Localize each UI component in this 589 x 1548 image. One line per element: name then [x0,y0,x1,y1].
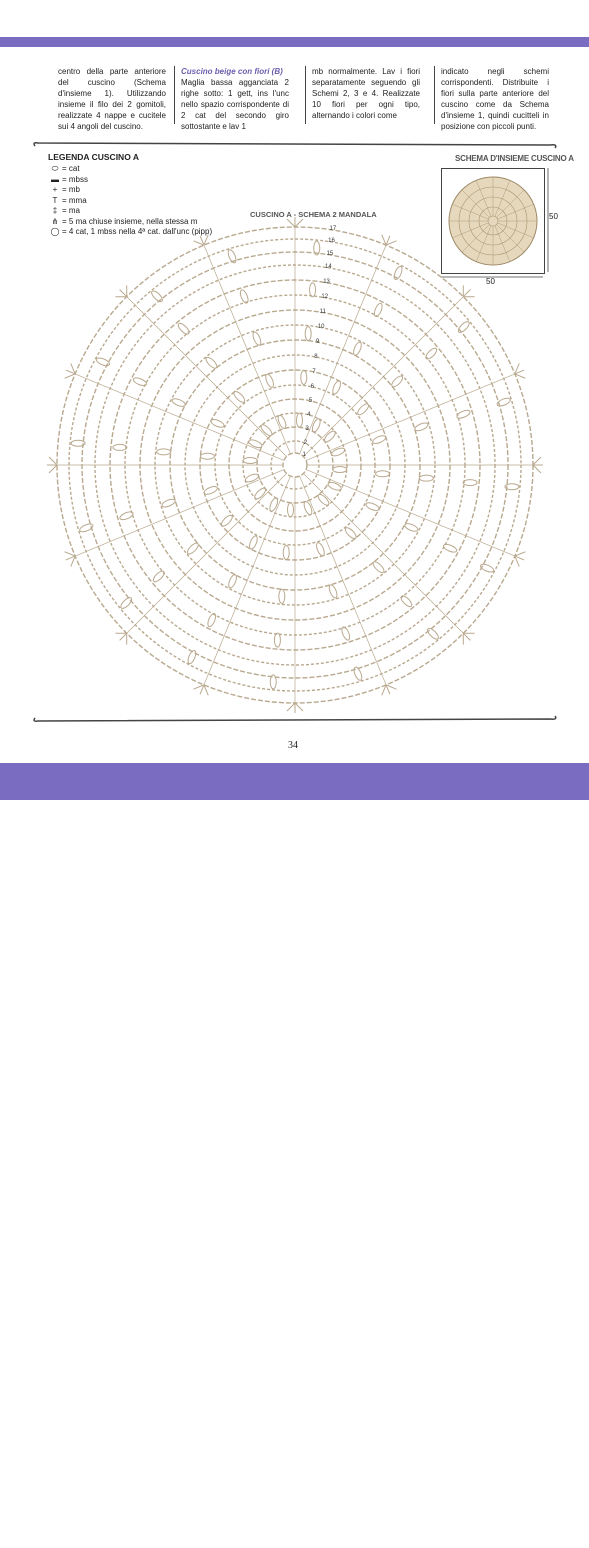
picot-fan [287,217,303,227]
plus-icon: + [52,185,58,195]
cluster-stitch [251,331,262,346]
cluster-stitch [277,414,288,429]
chart-title: CUSCINO A - SCHEMA 2 MANDALA [250,210,377,219]
cluster-stitch [210,418,225,429]
decorative-rule-top [30,140,560,150]
schema-title: SCHEMA D'INSIEME CUSCINO A [455,154,574,163]
round-number: 15 [326,251,334,257]
cluster-stitch [310,283,316,297]
picot-fan [533,457,543,473]
cluster-stitch [259,423,273,437]
round-number: 12 [321,294,329,300]
stitch-spoke [303,297,463,457]
cluster-stitch [288,503,294,517]
cluster-stitch [373,302,384,317]
text-column-1 [58,66,166,132]
column-2-heading: Cuscino beige con fiori (B) [181,67,283,76]
cluster-stitch [248,438,263,449]
picot-fan [47,457,57,473]
legend-item: T = mma [48,196,218,207]
column-divider [434,66,435,124]
cluster-stitch [243,458,257,464]
cluster-stitch [419,475,433,481]
picot-icon: ◯ [50,227,60,236]
cluster-stitch [79,522,94,533]
round-number: 11 [319,309,326,315]
legend-item: + = mb [48,185,218,196]
cluster-stitch [119,510,134,521]
width-dimension: 50 [486,277,495,286]
text-column-4 [441,66,549,132]
cluster-stitch [333,466,347,472]
cluster-stitch [227,249,238,264]
cluster-stitch [323,429,337,443]
cluster-stitch [220,514,234,528]
stitch-spoke [127,297,287,457]
round-number: 3 [305,426,309,432]
legend-item: ‡ = ma [48,206,218,217]
cluster-stitch [331,380,342,395]
cluster-stitch [157,449,171,455]
cluster-stitch [232,390,246,404]
cluster-stitch [171,397,186,408]
stitch-spoke [303,473,463,633]
stitch-spoke [204,476,290,685]
legend-item: ⬭ = cat [48,164,218,175]
cluster-stitch [150,289,164,303]
cluster-stitch [316,493,330,507]
page-number: 34 [288,740,298,751]
cluster-stitch [177,322,191,336]
cluster-stitch [496,397,511,408]
decorative-rule-bottom [30,714,560,724]
cluster-stitch [268,497,279,512]
round-number: 6 [310,384,314,390]
legend-title: LEGENDA CUSCINO A [48,152,139,162]
column-1-text: centro della parte anteriore del cuscino (Schema d'insieme 1). Utilizzando insieme il filo dei 2 gomitoli, realizzate 4 nappe e cucitele sui 4 angoli del cuscino. [58,67,166,131]
forum-watermark: PassionForum.ru [512,1538,581,1548]
column-divider [174,66,175,124]
column-4-text: indicato negli schemi corrispondenti. Distribuite i fiori sulla parte anteriore del cuscino come da Schema d'insieme 1, quindi cucitteli in posizione con piccoli punti. [441,67,549,131]
cluster-stitch [119,596,133,610]
round-number: 8 [314,354,318,360]
cluster-stitch [315,542,326,557]
cluster-stitch [301,370,307,384]
cluster-stitch [356,402,370,416]
picot-fan [512,363,527,382]
column-3-text: mb normalmente. Lav i fiori separatamente seguendo gli Schemi 2, 3 e 4. Realizzate 10 fiori per ogni tipo, alternando i colori come [312,67,420,120]
round-number: 2 [303,440,308,446]
cluster-stitch [264,373,275,388]
cluster-stitch [270,675,276,689]
dot-icon: ▬ [51,174,59,184]
cluster-stitch [296,413,302,427]
picot-fan [287,703,303,713]
cluster-stitch [186,541,200,555]
cluster-stitch [352,341,363,356]
cluster-stitch [344,526,358,540]
top-margin [0,0,589,30]
cluster-stitch [424,347,438,361]
round-number: 1 [302,452,306,458]
cluster-stitch [479,563,494,574]
cluster-stitch [253,486,267,500]
cluster-stitch [404,522,419,533]
oval-icon: ⬭ [51,164,59,174]
header-band [0,37,589,47]
stitch-spoke [127,473,287,633]
cluster-stitch [152,569,166,583]
legend-item: ⋔ = 5 ma chiuse insieme, nella stessa m [48,217,218,228]
column-divider [305,66,306,124]
cluster-stitch [365,501,380,512]
cluster-stitch [340,626,351,641]
cluster-stitch [274,633,280,647]
mandala-diagram [40,215,550,715]
round-number: 5 [308,398,313,404]
stitch-ma-icon: ‡ [52,206,58,216]
cluster-stitch [457,320,471,334]
round-number: 4 [307,412,311,418]
cluster-icon: ⋔ [51,216,59,226]
round-number: 13 [323,279,330,285]
legend-item: ▬ = mbss [48,175,218,186]
t-icon: T [52,195,58,205]
cluster-stitch [113,444,127,450]
cluster-stitch [330,447,345,458]
cluster-stitch [442,543,457,554]
cluster-stitch [393,265,404,280]
footer-band [0,763,589,1548]
cluster-stitch [206,612,217,627]
round-number: 14 [325,264,332,270]
cluster-stitch [327,481,342,492]
stitch-spoke [306,470,515,556]
cluster-stitch [244,473,259,484]
cluster-stitch [161,498,176,509]
round-number: 7 [312,369,316,375]
cluster-stitch [328,584,339,599]
cluster-stitch [239,289,250,304]
cluster-stitch [390,374,404,388]
cluster-stitch [248,535,259,550]
text-column-3 [312,66,420,121]
round-number: 10 [317,324,325,330]
cluster-stitch [303,500,314,515]
cluster-stitch [399,594,413,608]
cluster-stitch [283,546,289,560]
cluster-stitch [352,666,363,681]
cluster-stitch [227,574,238,589]
cluster-stitch [376,471,390,477]
picot-fan [379,233,398,248]
cluster-stitch [204,356,218,370]
text-column-2 [181,66,289,132]
cluster-stitch [95,356,110,367]
round-number: 17 [329,226,337,232]
cluster-stitch [279,589,285,603]
round-number: 9 [316,339,320,345]
cluster-stitch [186,649,197,664]
cluster-stitch [132,376,147,387]
cluster-stitch [311,418,322,433]
cluster-stitch [200,453,214,459]
cluster-stitch [414,421,429,432]
cluster-stitch [456,409,471,420]
cluster-stitch [305,327,311,341]
height-dimension: 50 [549,212,558,221]
cluster-stitch [203,485,218,496]
legend-item: ◯ = 4 cat, 1 mbss nella 4ª cat. dall'unc (pipp) [48,227,218,237]
cluster-stitch [372,434,387,445]
picot-fan [379,682,398,697]
cluster-stitch [426,627,440,641]
cluster-stitch [371,560,385,574]
cluster-stitch [463,480,477,486]
round-number: 16 [328,238,335,244]
column-2-text: Maglia bassa agganciata 2 righe sotto: 1 gett, ins l'unc nello spazio corrispondente di 2 cat del secondo giro sottostante e lav 1 [181,78,289,131]
